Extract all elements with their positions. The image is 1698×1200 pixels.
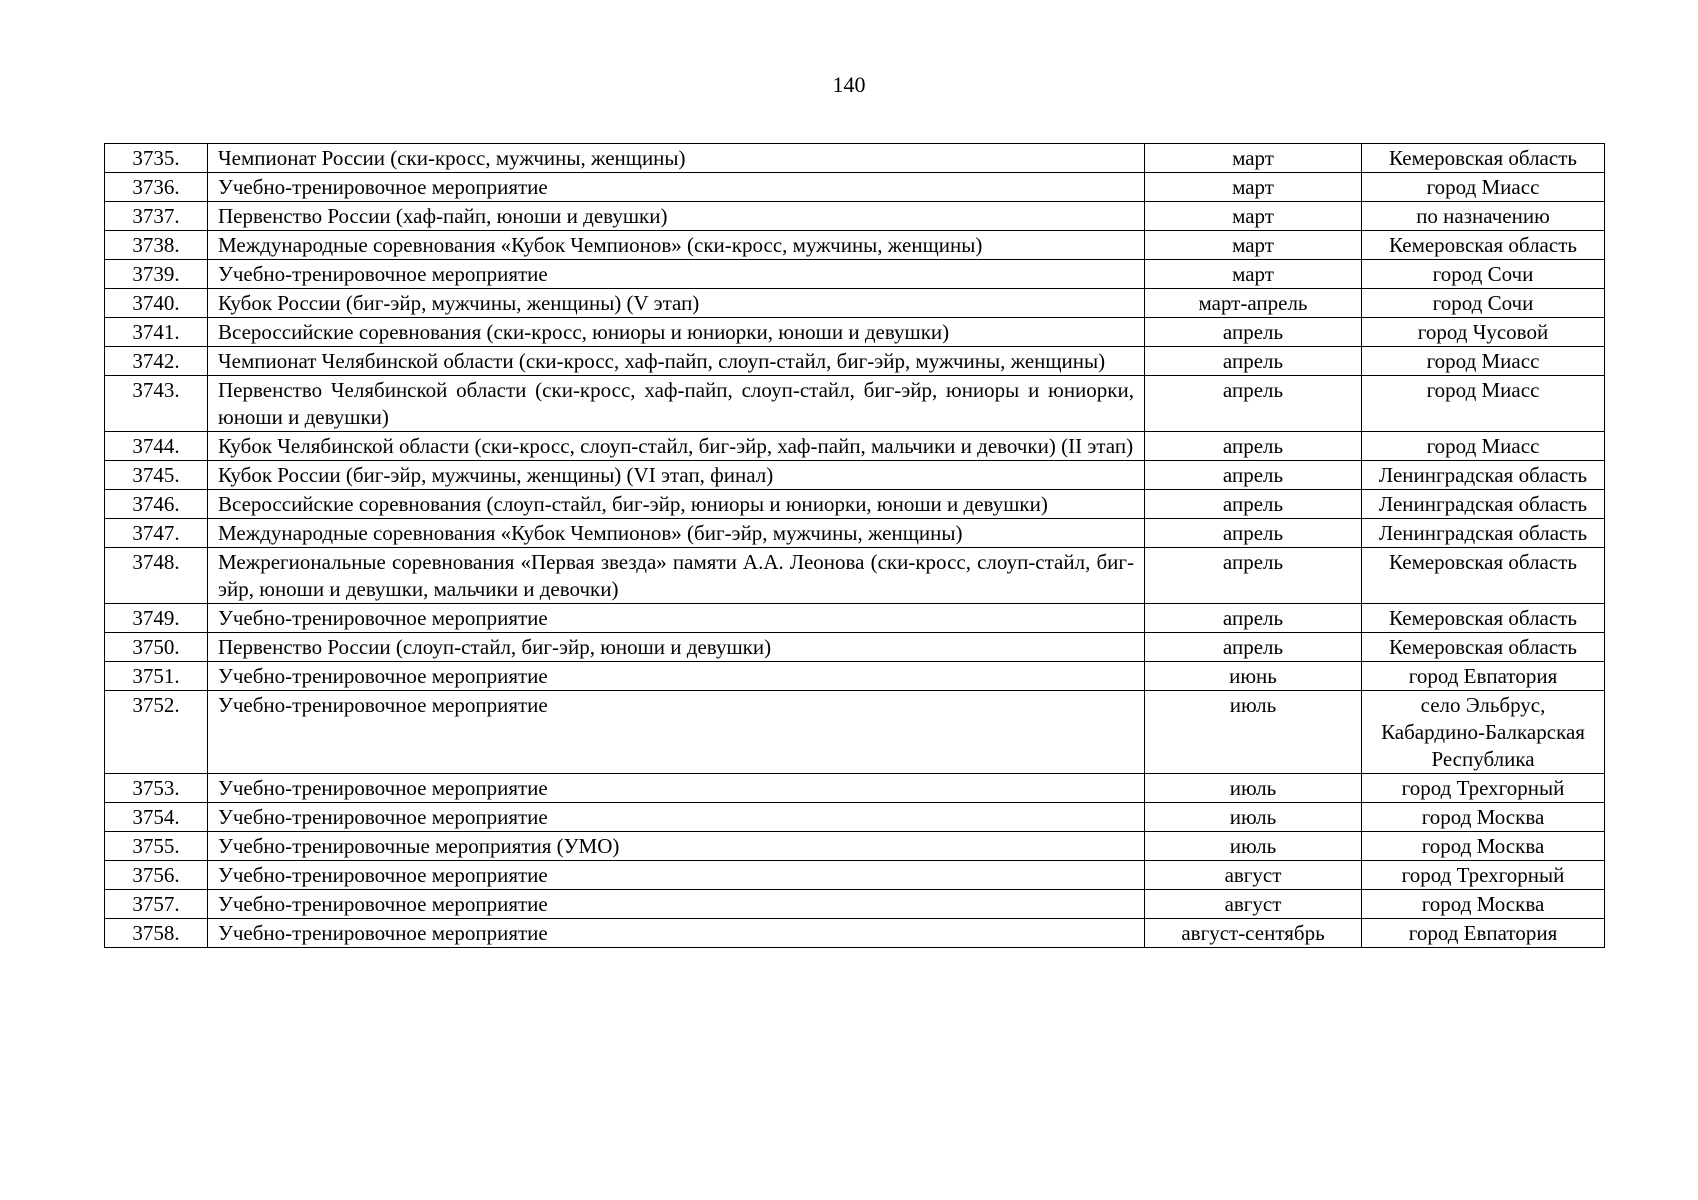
row-number: 3753.: [105, 774, 208, 803]
event-place: город Трехгорный: [1362, 774, 1605, 803]
row-number: 3742.: [105, 347, 208, 376]
event-name: Первенство Челябинской области (ски-кросс, хаф-пайп, слоуп-стайл, биг-эйр, юниоры и юниорки, юноши и девушки): [208, 376, 1145, 432]
event-date: апрель: [1145, 490, 1362, 519]
event-place: Кемеровская область: [1362, 548, 1605, 604]
event-place: город Миасс: [1362, 432, 1605, 461]
event-name: Кубок Челябинской области (ски-кросс, слоуп-стайл, биг-эйр, хаф-пайп, мальчики и девочки) (II этап): [208, 432, 1145, 461]
table-row: [105, 861, 1605, 890]
event-date: март: [1145, 202, 1362, 231]
event-name: Учебно-тренировочное мероприятие: [208, 173, 1145, 202]
event-place: Ленинградская область: [1362, 519, 1605, 548]
event-name: Международные соревнования «Кубок Чемпионов» (биг-эйр, мужчины, женщины): [208, 519, 1145, 548]
row-number: 3747.: [105, 519, 208, 548]
table-row: [105, 662, 1605, 691]
event-date: июль: [1145, 774, 1362, 803]
event-name: Межрегиональные соревнования «Первая звезда» памяти А.А. Леонова (ски-кросс, слоуп-стайл, биг-эйр, юноши и девушки, мальчики и девочки): [208, 548, 1145, 604]
row-number: 3748.: [105, 548, 208, 604]
row-number: 3757.: [105, 890, 208, 919]
row-number: 3758.: [105, 919, 208, 948]
table-row: [105, 803, 1605, 832]
row-number: 3741.: [105, 318, 208, 347]
event-place: город Миасс: [1362, 376, 1605, 432]
table-row: [105, 289, 1605, 318]
event-place: Ленинградская область: [1362, 490, 1605, 519]
event-date: август: [1145, 890, 1362, 919]
row-number: 3749.: [105, 604, 208, 633]
event-name: Учебно-тренировочное мероприятие: [208, 691, 1145, 774]
event-place: город Миасс: [1362, 347, 1605, 376]
event-place: Ленинградская область: [1362, 461, 1605, 490]
event-name: Кубок России (биг-эйр, мужчины, женщины) (V этап): [208, 289, 1145, 318]
event-date: март: [1145, 260, 1362, 289]
event-place: Кемеровская область: [1362, 604, 1605, 633]
event-name: Учебно-тренировочное мероприятие: [208, 919, 1145, 948]
table-row: [105, 432, 1605, 461]
row-number: 3739.: [105, 260, 208, 289]
table-row: [105, 490, 1605, 519]
event-date: август: [1145, 861, 1362, 890]
table-row: [105, 919, 1605, 948]
event-date: март: [1145, 144, 1362, 173]
row-number: 3740.: [105, 289, 208, 318]
event-name: Чемпионат России (ски-кросс, мужчины, женщины): [208, 144, 1145, 173]
event-place: село Эльбрус, Кабардино-Балкарская Республика: [1362, 691, 1605, 774]
row-number: 3744.: [105, 432, 208, 461]
table-row: [105, 144, 1605, 173]
event-name: Всероссийские соревнования (ски-кросс, юниоры и юниорки, юноши и девушки): [208, 318, 1145, 347]
row-number: 3750.: [105, 633, 208, 662]
event-name: Чемпионат Челябинской области (ски-кросс, хаф-пайп, слоуп-стайл, биг-эйр, мужчины, женщины): [208, 347, 1145, 376]
event-date: март-апрель: [1145, 289, 1362, 318]
event-date: июль: [1145, 832, 1362, 861]
event-place: город Трехгорный: [1362, 861, 1605, 890]
event-date: июль: [1145, 803, 1362, 832]
event-place: по назначению: [1362, 202, 1605, 231]
table-row: [105, 604, 1605, 633]
table-row: [105, 347, 1605, 376]
event-place: Кемеровская область: [1362, 231, 1605, 260]
row-number: 3743.: [105, 376, 208, 432]
event-date: июнь: [1145, 662, 1362, 691]
event-date: апрель: [1145, 519, 1362, 548]
table-row: [105, 202, 1605, 231]
event-place: Кемеровская область: [1362, 633, 1605, 662]
event-name: Кубок России (биг-эйр, мужчины, женщины) (VI этап, финал): [208, 461, 1145, 490]
event-name: Всероссийские соревнования (слоуп-стайл, биг-эйр, юниоры и юниорки, юноши и девушки): [208, 490, 1145, 519]
event-place: город Чусовой: [1362, 318, 1605, 347]
event-name: Первенство России (слоуп-стайл, биг-эйр, юноши и девушки): [208, 633, 1145, 662]
event-date: апрель: [1145, 604, 1362, 633]
row-number: 3751.: [105, 662, 208, 691]
event-name: Международные соревнования «Кубок Чемпионов» (ски-кросс, мужчины, женщины): [208, 231, 1145, 260]
event-place: город Москва: [1362, 890, 1605, 919]
event-date: март: [1145, 231, 1362, 260]
event-place: город Миасс: [1362, 173, 1605, 202]
table-row: [105, 832, 1605, 861]
table-row: [105, 548, 1605, 604]
events-table: [104, 143, 1605, 948]
event-name: Учебно-тренировочное мероприятие: [208, 861, 1145, 890]
event-place: город Сочи: [1362, 289, 1605, 318]
event-name: Учебно-тренировочное мероприятие: [208, 604, 1145, 633]
event-name: Учебно-тренировочные мероприятия (УМО): [208, 832, 1145, 861]
table-row: [105, 461, 1605, 490]
event-place: Кемеровская область: [1362, 144, 1605, 173]
table-row: [105, 376, 1605, 432]
event-place: город Сочи: [1362, 260, 1605, 289]
event-place: город Евпатория: [1362, 662, 1605, 691]
event-date: апрель: [1145, 461, 1362, 490]
row-number: 3737.: [105, 202, 208, 231]
event-name: Учебно-тренировочное мероприятие: [208, 803, 1145, 832]
event-date: апрель: [1145, 347, 1362, 376]
table-row: [105, 691, 1605, 774]
table-row: [105, 890, 1605, 919]
event-place: город Евпатория: [1362, 919, 1605, 948]
event-date: март: [1145, 173, 1362, 202]
row-number: 3754.: [105, 803, 208, 832]
row-number: 3752.: [105, 691, 208, 774]
row-number: 3738.: [105, 231, 208, 260]
table-row: [105, 173, 1605, 202]
table-row: [105, 231, 1605, 260]
event-date: апрель: [1145, 318, 1362, 347]
table-row: [105, 318, 1605, 347]
table-row: [105, 260, 1605, 289]
event-date: апрель: [1145, 432, 1362, 461]
event-date: апрель: [1145, 376, 1362, 432]
event-name: Учебно-тренировочное мероприятие: [208, 890, 1145, 919]
table-row: [105, 774, 1605, 803]
event-date: апрель: [1145, 633, 1362, 662]
events-table-body: [105, 144, 1605, 948]
event-name: Учебно-тренировочное мероприятие: [208, 662, 1145, 691]
table-row: [105, 519, 1605, 548]
event-date: июль: [1145, 691, 1362, 774]
page-number: 140: [832, 72, 866, 97]
event-name: Учебно-тренировочное мероприятие: [208, 774, 1145, 803]
event-place: город Москва: [1362, 803, 1605, 832]
row-number: 3755.: [105, 832, 208, 861]
event-place: город Москва: [1362, 832, 1605, 861]
table-row: [105, 633, 1605, 662]
event-name: Первенство России (хаф-пайп, юноши и девушки): [208, 202, 1145, 231]
row-number: 3745.: [105, 461, 208, 490]
row-number: 3736.: [105, 173, 208, 202]
event-name: Учебно-тренировочное мероприятие: [208, 260, 1145, 289]
row-number: 3756.: [105, 861, 208, 890]
row-number: 3746.: [105, 490, 208, 519]
event-date: август-сентябрь: [1145, 919, 1362, 948]
row-number: 3735.: [105, 144, 208, 173]
event-date: апрель: [1145, 548, 1362, 604]
